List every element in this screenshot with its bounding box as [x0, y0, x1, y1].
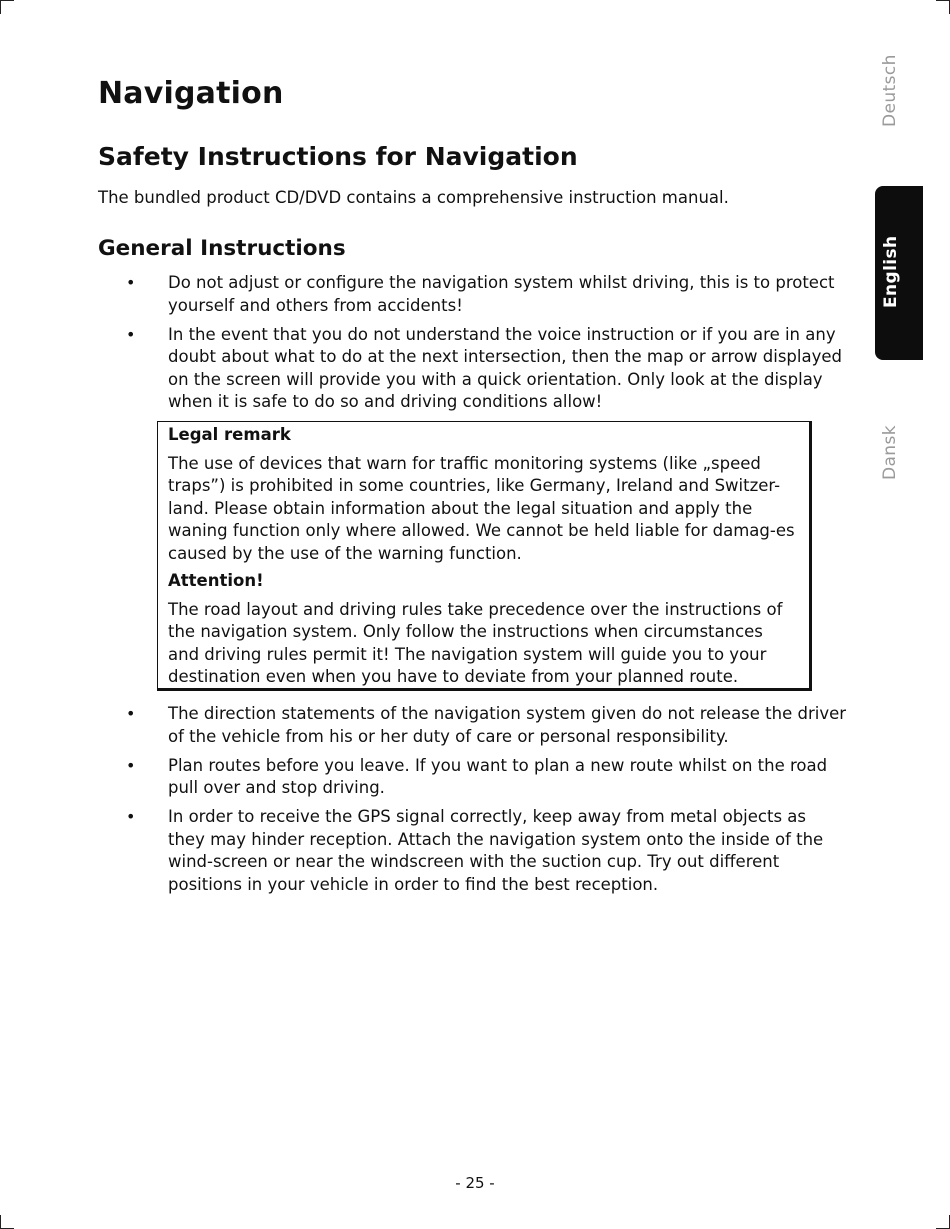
language-tab-deutsch: Deutsch [880, 54, 900, 127]
bullet-icon: • [126, 807, 136, 826]
list-item [98, 703, 848, 748]
list-item [98, 806, 848, 896]
attention-heading: Attention! [168, 571, 264, 590]
legal-remark-heading: Legal remark [168, 425, 291, 444]
bullet-icon: • [126, 704, 136, 723]
language-tab-english-label: English [881, 235, 901, 308]
bullet-icon: • [126, 755, 136, 775]
list-item [98, 755, 848, 800]
attention-text: The road layout and driving rules take precedence over the instructions of the navigation system. Only follow the instructions when circumstances and driving rules permit it! The navigation system will guide you to your destination even when you have to deviate from your planned route. [168, 599, 783, 686]
bullet-icon: • [126, 324, 136, 344]
page-title: Navigation [98, 76, 284, 111]
intro-paragraph: The bundled product CD/DVD contains a comprehensive instruction manual. [98, 188, 729, 207]
crop-mark-top-right [936, 0, 950, 1]
language-tab-dansk: Dansk [880, 425, 900, 480]
legal-remark-text: The use of devices that warn for traffic monitoring systems (like „speed traps”) is prohibited in some countries, like Germany, Ireland and Switzer-land. Please obtain information about the legal situation and apply the waning function only where allowed. We cannot be held liable for damag-es caused by the use of the warning function. [168, 453, 795, 563]
instruction-list-top [98, 272, 848, 420]
crop-mark-top-left [0, 0, 14, 1]
subsection-title: General Instructions [98, 236, 346, 261]
list-item-text: In the event that you do not understand the voice instruction or if you are in any doubt about what to do at the next intersection, then the map or arrow displayed on the screen will provide you with a quick orientation. Only look at the display when it is safe to do so and driving conditions allow! [168, 324, 842, 411]
list-item-text: The direction statements of the navigation system given do not release the driver of the vehicle from his or her duty of care or personal responsibility. [168, 704, 847, 746]
instruction-list-bottom [98, 703, 848, 903]
list-item-text: Plan routes before you leave. If you want to plan a new route whilst on the road pull over and stop driving. [168, 755, 828, 797]
bullet-icon: • [126, 273, 136, 292]
list-item [98, 272, 848, 317]
list-item [98, 324, 848, 414]
page-number: - 25 - [455, 1174, 495, 1192]
legal-notice-box [157, 421, 812, 691]
crop-mark-top-left-v [0, 0, 1, 14]
crop-mark-bottom-left-v [0, 1215, 1, 1229]
list-item-text: In order to receive the GPS signal correctly, keep away from metal objects as they may hinder reception. Attach the navigation system onto the inside of the wind-screen or near the windscreen with the suction cup. Try out different positions in your vehicle in order to find the best reception. [168, 807, 824, 894]
section-title: Safety Instructions for Navigation [98, 142, 578, 171]
list-item-text: Do not adjust or configure the navigation system whilst driving, this is to protect yourself and others from accidents! [168, 273, 835, 315]
